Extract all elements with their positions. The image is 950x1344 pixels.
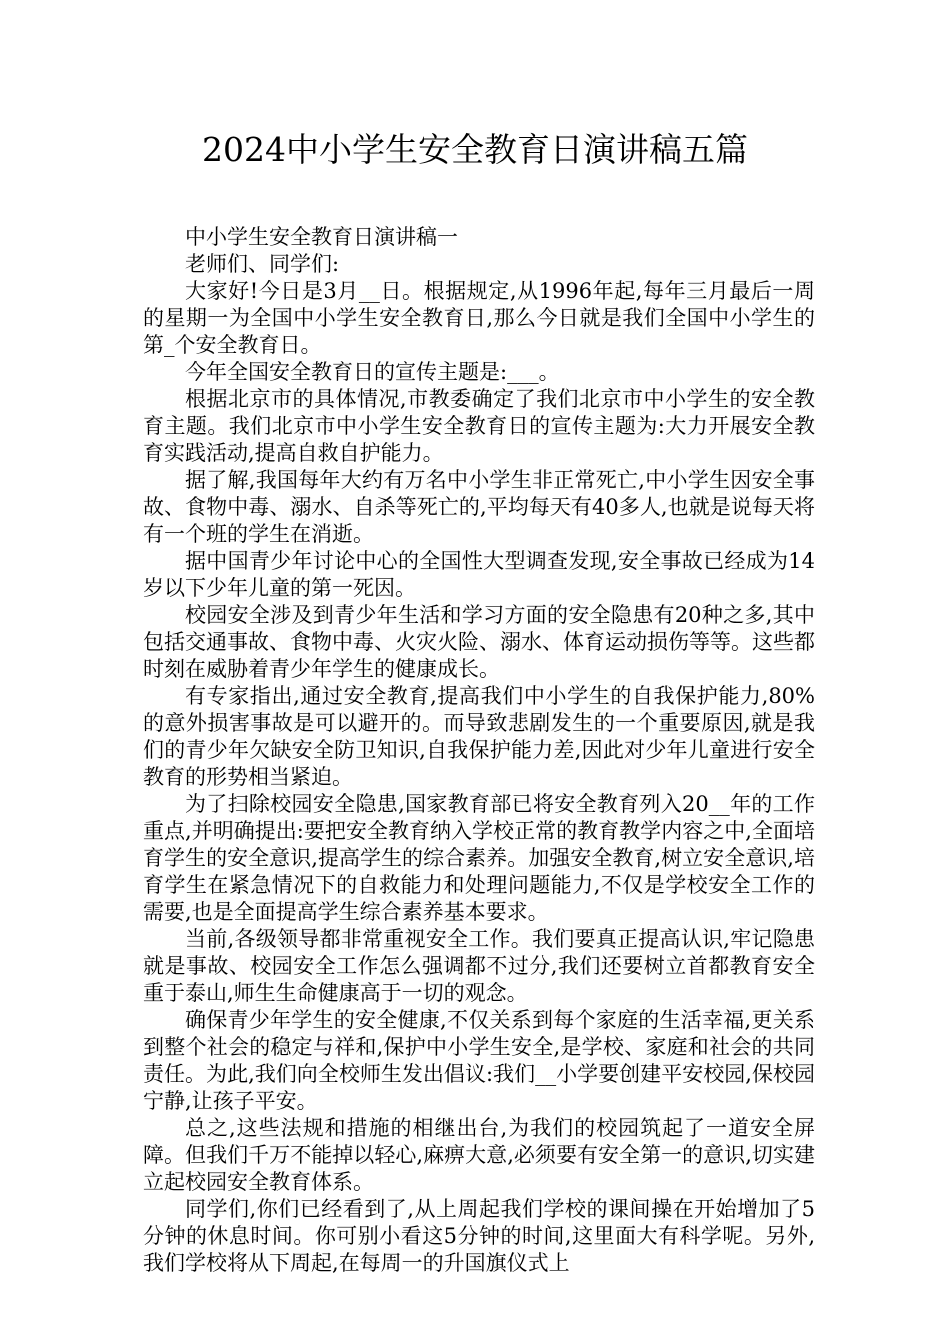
body-paragraph: 据中国青少年讨论中心的全国性大型调查发现,安全事故已经成为14岁以下少年儿童的第一死因。	[143, 549, 815, 600]
document-title: 2024中小学生安全教育日演讲稿五篇	[202, 130, 748, 169]
body-paragraph: 总之,这些法规和措施的相继出台,为我们的校园筑起了一道安全屏障。但我们千万不能掉以轻心,麻痹大意,必须要有安全第一的意识,切实建立起校园安全教育体系。	[143, 1116, 815, 1194]
body-paragraph: 为了扫除校园安全隐患,国家教育部已将安全教育列入20__年的工作重点,并明确提出:要把安全教育纳入学校正常的教育教学内容之中,全面培育学生的安全意识,提高学生的综合素养。加强安全教育,树立安全意识,培育学生在紧急情况下的自救能力和处理问题能力,不仅是学校安全工作的需要,也是全面提高学生综合素养基本要求。	[143, 792, 815, 924]
body-paragraph: 据了解,我国每年大约有万名中小学生非正常死亡,中小学生因安全事故、食物中毒、溺水、自杀等死亡的,平均每天有40多人,也就是说每天将有一个班的学生在消逝。	[143, 468, 815, 546]
document-body	[143, 224, 815, 1277]
body-paragraph: 有专家指出,通过安全教育,提高我们中小学生的自我保护能力,80%的意外损害事故是可以避开的。而导致悲剧发生的一个重要原因,就是我们的青少年欠缺安全防卫知识,自我保护能力差,因此对少年儿童进行安全教育的形势相当紧迫。	[143, 684, 815, 789]
salutation: 老师们、同学们:	[185, 252, 340, 276]
body-paragraph: 校园安全涉及到青少年生活和学习方面的安全隐患有20种之多,其中包括交通事故、食物中毒、火灾火险、溺水、体育运动损伤等等。这些都时刻在威胁着青少年学生的健康成长。	[143, 603, 815, 681]
body-paragraph: 大家好!今日是3月__日。根据规定,从1996年起,每年三月最后一周的星期一为全国中小学生安全教育日,那么今日就是我们全国中小学生的第_个安全教育日。	[143, 279, 815, 357]
body-paragraph: 确保青少年学生的安全健康,不仅关系到每个家庭的生活幸福,更关系到整个社会的稳定与祥和,保护中小学生安全,是学校、家庭和社会的共同责任。为此,我们向全校师生发出倡议:我们__小学要创建平安校园,保校园宁静,让孩子平安。	[143, 1008, 815, 1113]
body-paragraph: 根据北京市的具体情况,市教委确定了我们北京市中小学生的安全教育主题。我们北京市中小学生安全教育日的宣传主题为:大力开展安全教育实践活动,提高自救自护能力。	[143, 387, 815, 465]
section-heading: 中小学生安全教育日演讲稿一	[185, 225, 458, 249]
body-paragraph: 当前,各级领导都非常重视安全工作。我们要真正提高认识,牢记隐患就是事故、校园安全工作怎么强调都不过分,我们还要树立首都教育安全重于泰山,师生生命健康高于一切的观念。	[143, 927, 815, 1005]
body-paragraph: 同学们,你们已经看到了,从上周起我们学校的课间操在开始增加了5分钟的休息时间。你可别小看这5分钟的时间,这里面大有科学呢。另外,我们学校将从下周起,在每周一的升国旗仪式上	[143, 1197, 815, 1275]
body-paragraph: 今年全国安全教育日的宣传主题是:___。	[185, 360, 560, 384]
